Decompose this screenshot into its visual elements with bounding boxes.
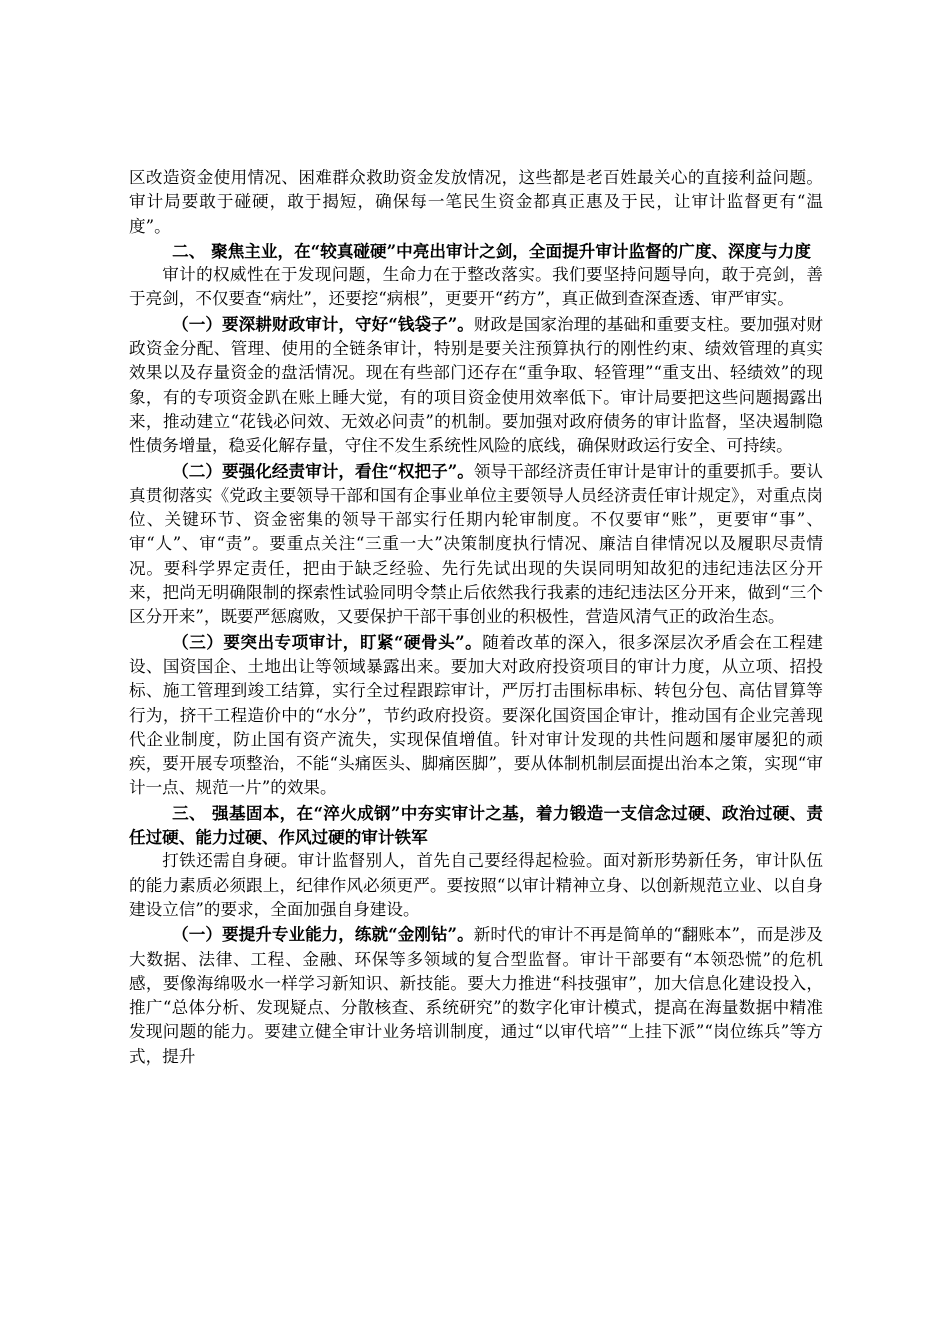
subsection-title: （二）要强化经责审计，看住“权把子”。 — [172, 460, 474, 481]
paragraph-subsection-1 — [129, 312, 823, 459]
paragraph-intro-continuation: 区改造资金使用情况、困难群众救助资金发放情况，这些都是老百姓最关心的直接利益问题。审计局要敢于碰硬，敢于揭短，确保每一笔民生资金都真正惠及于民，让审计监督更有“温度”。 — [129, 168, 823, 236]
paragraph-subsection-2 — [129, 459, 823, 630]
subsection-body: 随着改革的深入，很多深层次矛盾会在工程建设、国资国企、土地出让等领域暴露出来。要加大对政府投资项目的审计力度，从立项、招投标、施工管理到竣工结算，实行全过程跟踪审计，严厉打击围标串标、转包分包、高估冒算等行为，挤干工程造价中的“水分”，节约政府投资。要深化国资国企审计，推动国有企业完善现代企业制度，防止国有资产流失，实现保值增值。针对审计发现的共性问题和屡审屡犯的顽疾，要开展专项整治，不能“头痛医头、脚痛医脚”，要从体制机制层面提出治本之策，实现“审计一点、规范一片”的效果。 — [129, 632, 823, 798]
subsection-title: （一）要提升专业能力，练就“金刚钻”。 — [172, 924, 474, 945]
subsection-body: 财政是国家治理的基础和重要支柱。要加强对财政资金分配、管理、使用的全链条审计，特别是要关注预算执行的刚性约束、绩效管理的真实效果以及存量资金的盘活情况。现在有些部门还存在“重争取、轻管理”“重支出、轻绩效”的现象，有的专项资金趴在账上睡大觉，有的项目资金使用效率低下。审计局要把这些问题揭露出来，推动建立“花钱必问效、无效必问责”的机制。要加强对政府债务的审计监督，坚决遏制隐性债务增量，稳妥化解存量，守住不发生系统性风险的底线，确保财政运行安全、可持续。 — [129, 314, 823, 456]
section-heading-2: 二、 聚焦主业，在“较真碰硬”中亮出审计之剑，全面提升审计监督的广度、深度与力度 — [172, 240, 811, 261]
section-heading-3: 三、 强基固本，在“淬火成钢”中夯实审计之基，着力锻造一支信念过硬、政治过硬、责任过硬、能力过硬、作风过硬的审计铁军 — [129, 802, 823, 848]
paragraph-subsection-4 — [129, 922, 823, 1069]
subsection-title: （三）要突出专项审计，盯紧“硬骨头”。 — [172, 631, 483, 652]
document-page — [129, 166, 823, 1069]
paragraph-section-2-intro: 审计的权威性在于发现问题，生命力在于整改落实。我们要坚持问题导向，敢于亮剑，善于亮剑，不仅要查“病灶”，还要挖“病根”，更要开“药方”，真正做到查深查透、审严审实。 — [129, 265, 823, 309]
subsection-body: 领导干部经济责任审计是审计的重要抓手。要认真贯彻落实《党政主要领导干部和国有企事业单位主要领导人员经济责任审计规定》，对重点岗位、关键环节、资金密集的领导干部实行任期内轮审制度。不仅要审“账”，更要审“事”、审“人”、审“责”。要重点关注“三重一大”决策制度执行情况、廉洁自律情况以及履职尽责情况。要科学界定责任，把由于缺乏经验、先行先试出现的失误同明知故犯的违纪违法区分开来，把尚无明确限制的探索性试验同明令禁止后依然我行我素的违纪违法区分开来，做到“三个区分开来”，既要严惩腐败，又要保护干部干事创业的积极性，营造风清气正的政治生态。 — [129, 461, 823, 627]
subsection-title: （一）要深耕财政审计，守好“钱袋子”。 — [172, 313, 474, 334]
paragraph-subsection-3 — [129, 630, 823, 801]
subsection-body: 新时代的审计不再是简单的“翻账本”，而是涉及大数据、法律、工程、金融、环保等多领域的复合型监督。审计干部要有“本领恐慌”的危机感，要像海绵吸水一样学习新知识、新技能。要大力推进“科技强审”，加大信息化建设投入，推广“总体分析、发现疑点、分散核查、系统研究”的数字化审计模式，提高在海量数据中精准发现问题的能力。要建立健全审计业务培训制度，通过“以审代培”“上挂下派”“岗位练兵”等方式，提升 — [129, 925, 824, 1066]
paragraph-section-3-intro: 打铁还需自身硬。审计监督别人，首先自己要经得起检验。面对新形势新任务，审计队伍的能力素质必须跟上，纪律作风必须更严。要按照“以审计精神立身、以创新规范立业、以自身建设立信”的要求，全面加强自身建设。 — [129, 851, 823, 919]
